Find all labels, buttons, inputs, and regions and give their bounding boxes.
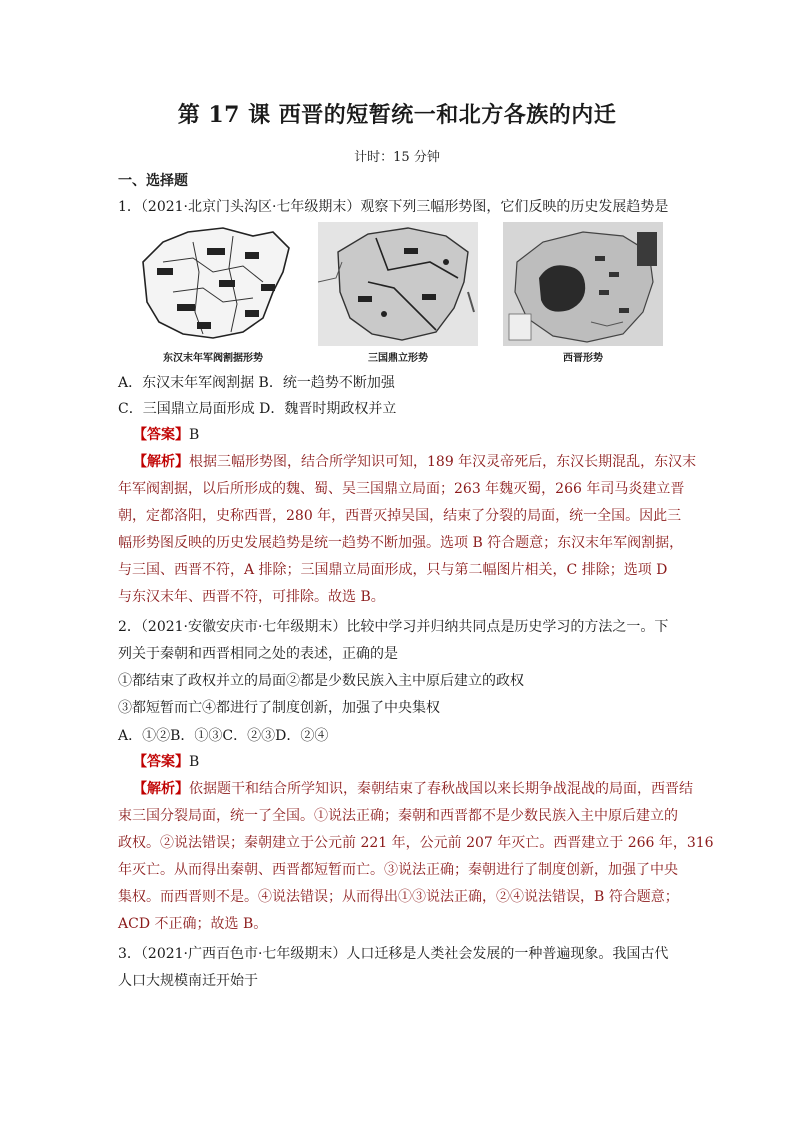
q1-analysis-line: 年军阀割据，以后所形成的魏、蜀、吴三国鼎立局面；263 年魏灭蜀，266 年司马炎建立晋	[118, 481, 685, 497]
q2-answer	[133, 752, 199, 772]
q2-options: A．①②B．①③C．②③D．②④	[118, 728, 329, 744]
map-eastern-han-image	[133, 222, 293, 346]
lesson-title: 第 17 课 西晋的短暂统一和北方各族的内迁	[177, 102, 617, 128]
map-three-kingdoms	[318, 222, 478, 364]
analysis-text: 根据三幅形势图，结合所学知识可知，189 年汉灵帝死后，东汉长期混乱，东汉末	[189, 454, 697, 470]
q2-analysis-line	[133, 779, 693, 799]
analysis-text: 依据题干和结合所学知识，秦朝结束了春秋战国以来长期争战混战的局面，西晋结	[189, 781, 693, 797]
section-heading: 一、选择题	[118, 173, 188, 189]
q2-analysis-line: 集权。而西晋则不是。④说法错误；从而得出①③说法正确，②④说法错误，B 符合题意；	[118, 889, 679, 905]
map-caption: 东汉末年军阀割据形势	[163, 353, 263, 364]
q1-maps	[133, 222, 663, 368]
timer-text: 计时：15 分钟	[354, 150, 440, 165]
map-caption: 三国鼎立形势	[368, 353, 428, 364]
map-caption: 西晋形势	[563, 353, 603, 364]
q1-answer	[133, 425, 199, 445]
map-western-jin-image	[503, 222, 663, 346]
q3-stem: 3．（2021·广西百色市·七年级期末）人口迁移是人类社会发展的一种普遍现象。我国古代	[118, 946, 669, 962]
answer-label: 【答案】	[133, 427, 189, 443]
q1-analysis-line	[133, 452, 696, 472]
q1-analysis-line: 与三国、西晋不符，A 排除；三国鼎立局面形成，只与第二幅图片相关，C 排除；选项 D	[118, 562, 668, 578]
analysis-label: 【解析】	[133, 781, 189, 797]
q2-analysis-line: ACD 不正确；故选 B。	[118, 916, 268, 932]
q1-analysis-line: 幅形势图反映的历史发展趋势是统一趋势不断加强。选项 B 符合题意；东汉末年军阀割据，	[118, 535, 684, 551]
q3-stem: 人口大规模南迁开始于	[118, 973, 258, 989]
map-three-kingdoms-image	[318, 222, 478, 346]
map-eastern-han	[133, 222, 293, 364]
q1-stem: 1．（2021·北京门头沟区·七年级期末）观察下列三幅形势图，它们反映的历史发展趋势是	[118, 199, 669, 215]
q2-stem: 列关于秦朝和西晋相同之处的表述，正确的是	[118, 646, 398, 662]
answer-value: B	[189, 427, 200, 443]
q2-statement: ③都短暂而亡④都进行了制度创新，加强了中央集权	[118, 700, 440, 716]
q1-analysis-line: 朝，定都洛阳，史称西晋，280 年，西晋灭掉吴国，结束了分裂的局面，统一全国。因此三	[118, 508, 682, 524]
answer-label: 【答案】	[133, 754, 189, 770]
q1-option-line: C．三国鼎立局面形成 D．魏晋时期政权并立	[118, 401, 397, 417]
q2-analysis-line: 束三国分裂局面，统一了全国。①说法正确；秦朝和西晋都不是少数民族入主中原后建立的	[118, 808, 678, 824]
analysis-label: 【解析】	[133, 454, 189, 470]
q2-stem: 2．（2021·安徽安庆市·七年级期末）比较中学习并归纳共同点是历史学习的方法之一。下	[118, 619, 669, 635]
answer-value: B	[189, 754, 200, 770]
q2-statement: ①都结束了政权并立的局面②都是少数民族入主中原后建立的政权	[118, 673, 524, 689]
q2-analysis-line: 年灭亡。从而得出秦朝、西晋都短暂而亡。③说法正确；秦朝进行了制度创新，加强了中央	[118, 862, 678, 878]
q1-analysis-line: 与东汉末年、西晋不符，可排除。故选 B。	[118, 589, 385, 605]
map-western-jin	[503, 222, 663, 364]
q2-analysis-line: 政权。②说法错误；秦朝建立于公元前 221 年，公元前 207 年灭亡。西晋建立于 266 年，316	[118, 835, 714, 851]
q1-option-line: A．东汉末年军阀割据 B．统一趋势不断加强	[118, 375, 395, 391]
